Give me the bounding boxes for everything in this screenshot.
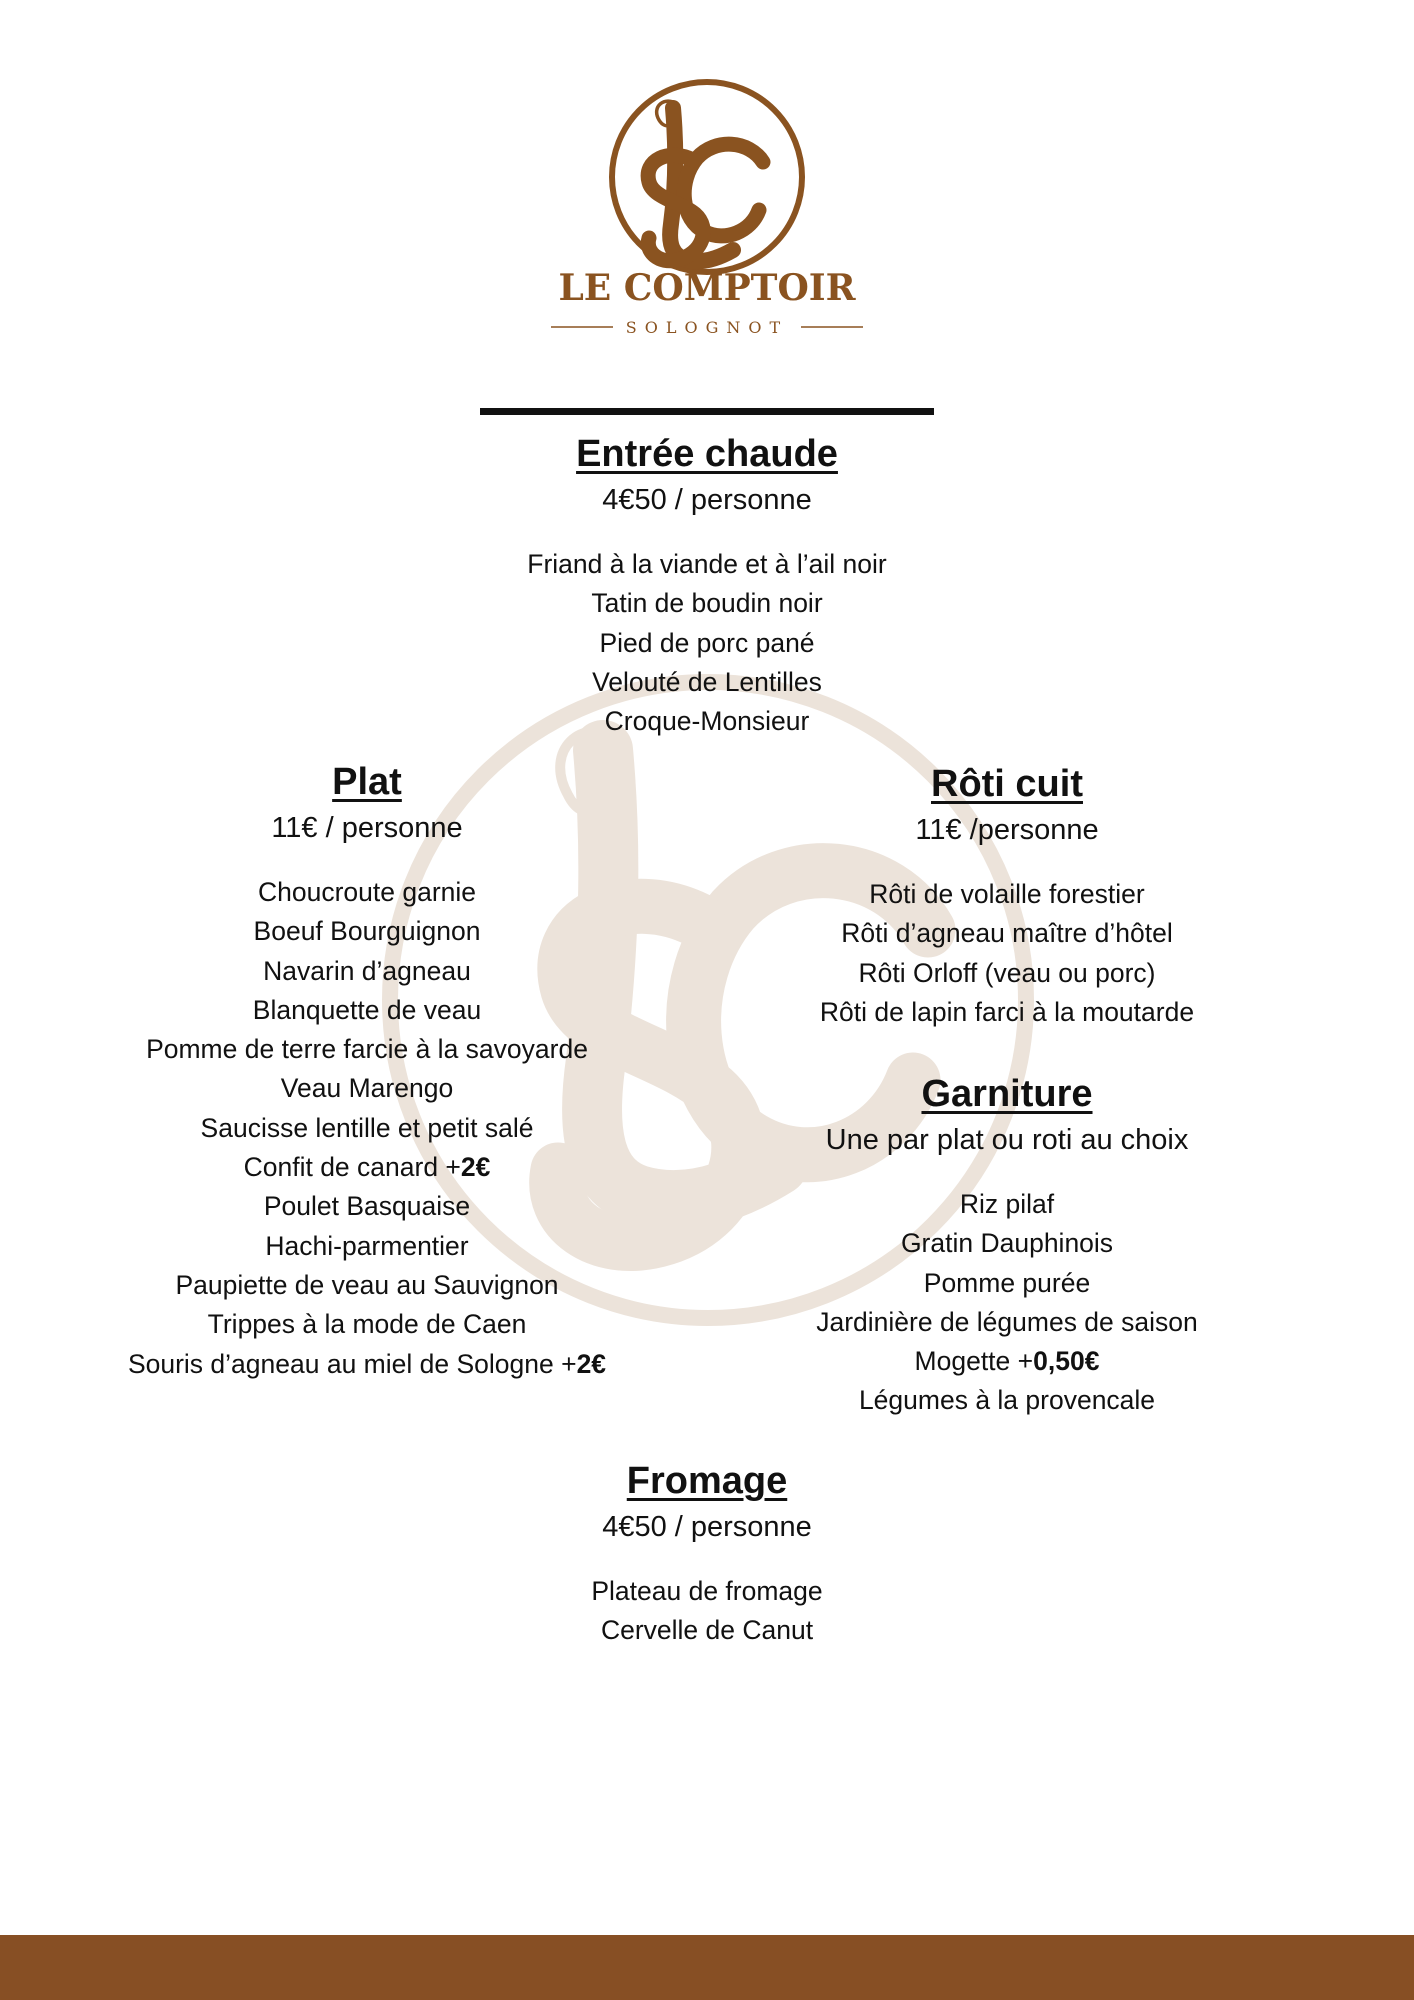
section-title: Entrée chaude <box>576 433 838 475</box>
menu-item: Pied de porc pané <box>599 627 815 658</box>
menu-item: Friand à la viande et à l’ail noir <box>527 549 887 579</box>
section-title: Fromage <box>626 1460 788 1502</box>
section-garniture <box>757 1071 1257 1421</box>
item-list <box>67 873 667 1384</box>
footer-bar <box>0 1935 1414 2000</box>
monogram-logo-icon <box>547 74 867 344</box>
menu-item: Jardinière de légumes de saison <box>816 1306 1198 1337</box>
item-list <box>757 875 1257 1032</box>
section-title: Garniture <box>921 1073 1093 1115</box>
brand-tagline: SOLOGNOT <box>625 318 789 337</box>
menu-item: Velouté de Lentilles <box>592 666 822 697</box>
section-price: 4€50 / personne <box>602 1511 812 1543</box>
menu-item: Blanquette de veau <box>252 994 482 1025</box>
menu-item: Saucisse lentille et petit salé <box>200 1112 534 1143</box>
menu-item: Mogette +0,50€ <box>914 1346 1100 1377</box>
menu-item: Rôti Orloff (veau ou porc) <box>858 957 1156 988</box>
menu-item: Cervelle de Canut <box>600 1615 814 1646</box>
menu-item: Tatin de boudin noir <box>591 588 823 619</box>
supplement-price: 2€ <box>460 1152 491 1183</box>
menu-item: Pomme de terre farcie à la savoyarde <box>146 1034 588 1065</box>
menu-item: Navarin d’agneau <box>263 955 471 986</box>
menu-item: Croque-Monsieur <box>604 706 810 737</box>
section-title: Plat <box>332 761 402 803</box>
menu-item: Riz pilaf <box>959 1189 1055 1219</box>
section-plat <box>67 759 667 1384</box>
menu-item: Plateau de fromage <box>591 1576 823 1606</box>
menu-item: Légumes à la provencale <box>858 1385 1156 1416</box>
menu-item: Poulet Basquaise <box>263 1191 471 1222</box>
section-roti <box>757 761 1257 1032</box>
menu-item: Pomme purée <box>923 1267 1091 1298</box>
section-price: Une par plat ou roti au choix <box>825 1124 1189 1156</box>
item-list <box>457 1572 957 1651</box>
item-list <box>757 1185 1257 1421</box>
menu-item: Rôti d’agneau maître d’hôtel <box>841 918 1173 949</box>
menu-item: Rôti de volaille forestier <box>869 879 1145 909</box>
supplement-price: 0,50€ <box>1033 1346 1100 1377</box>
section-entree <box>457 431 957 741</box>
menu-item: Trippes à la mode de Caen <box>207 1309 527 1340</box>
menu-item: Choucroute garnie <box>257 877 477 907</box>
divider <box>480 408 934 415</box>
section-fromage <box>457 1458 957 1651</box>
menu-item: Confit de canard +2€ <box>243 1152 491 1183</box>
item-list <box>457 545 957 741</box>
menu-item: Gratin Dauphinois <box>900 1228 1114 1259</box>
menu-item: Souris d’agneau au miel de Sologne +2€ <box>127 1348 607 1379</box>
section-title: Rôti cuit <box>931 763 1083 805</box>
menu-item: Boeuf Bourguignon <box>253 916 481 947</box>
section-price: 11€ / personne <box>271 812 463 844</box>
supplement-price: 2€ <box>576 1348 607 1379</box>
menu-item: Paupiette de veau au Sauvignon <box>175 1269 559 1300</box>
menu-item: Veau Marengo <box>280 1073 454 1104</box>
menu-item: Hachi-parmentier <box>265 1230 469 1261</box>
brand-logo <box>547 74 867 344</box>
section-price: 11€ /personne <box>915 814 1099 846</box>
brand-name: LE COMPTOIR <box>558 267 856 309</box>
menu-item: Rôti de lapin farci à la moutarde <box>819 996 1195 1027</box>
section-price: 4€50 / personne <box>602 484 812 516</box>
